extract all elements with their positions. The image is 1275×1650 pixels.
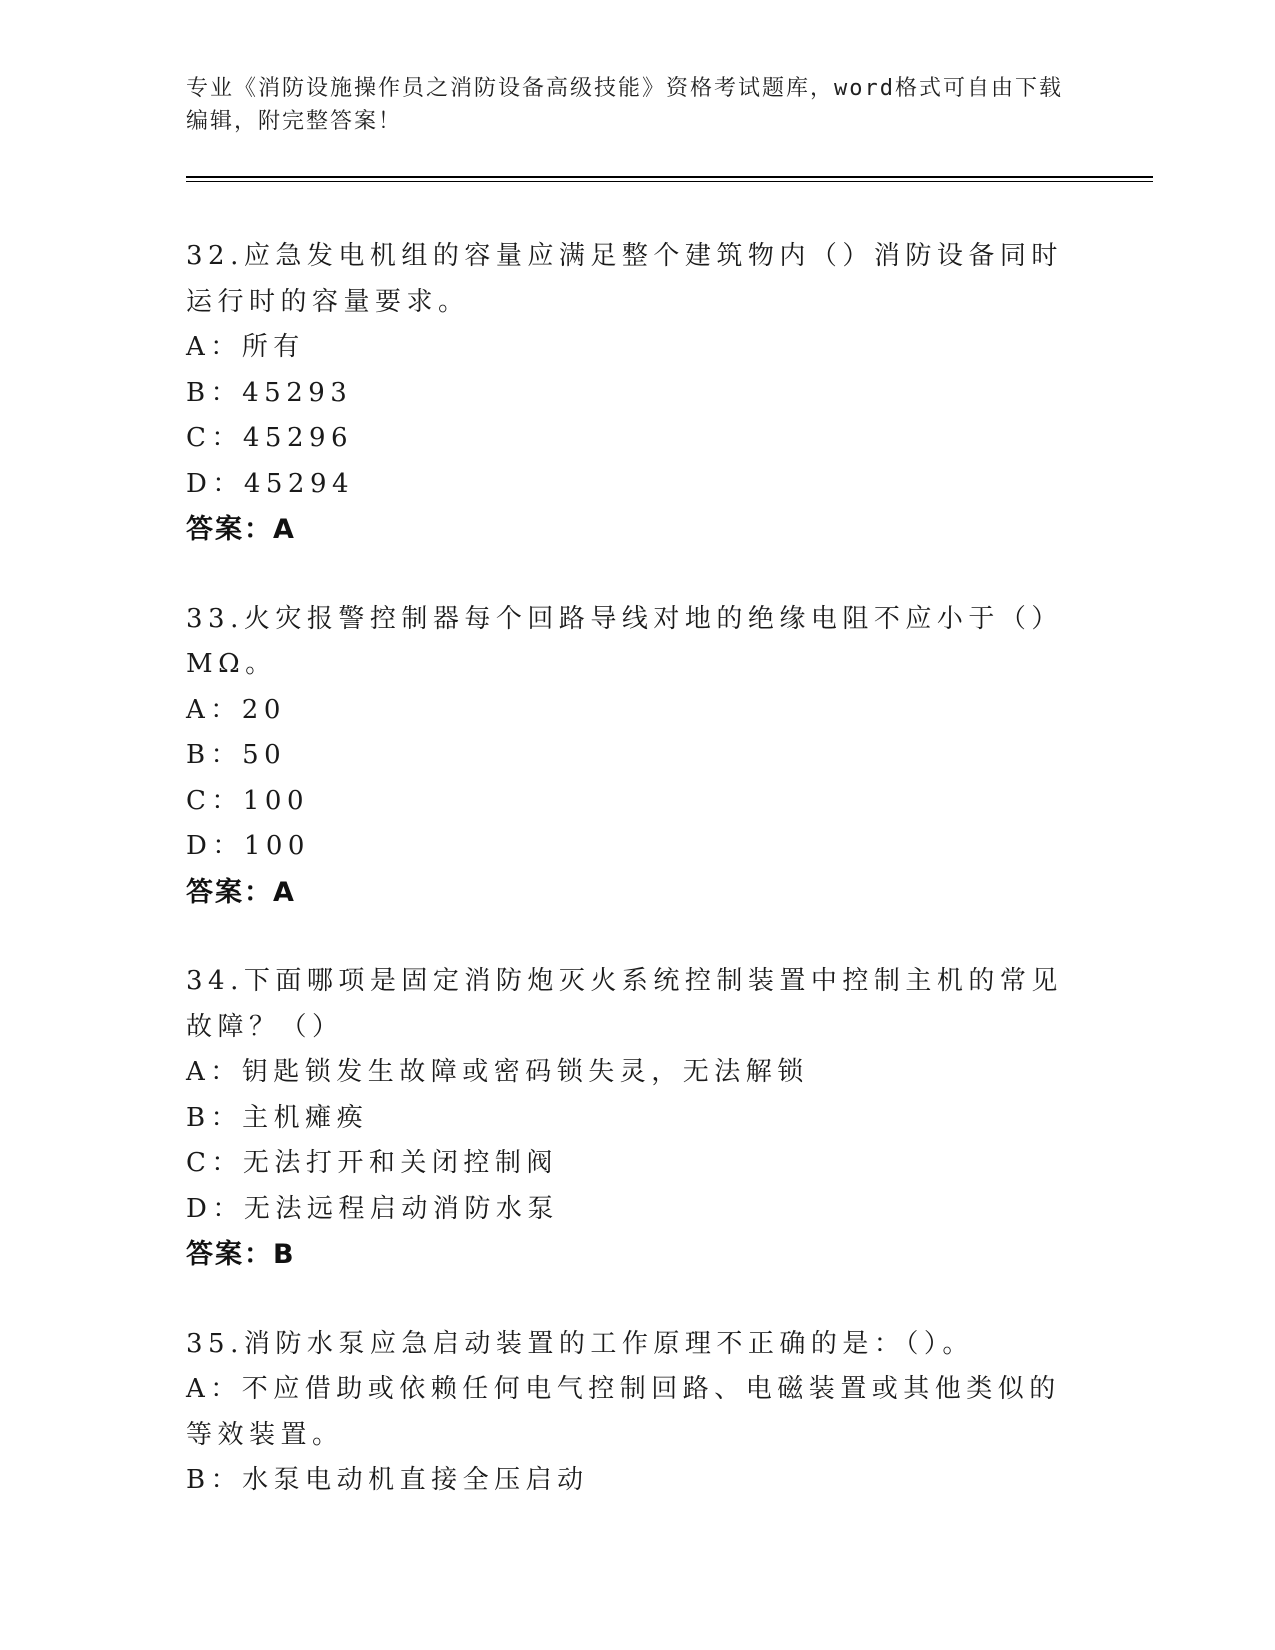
question-32 (186, 234, 1086, 553)
option-d: D：无法远程启动消防水泵 (186, 1193, 559, 1224)
question-text: 33.火灾报警控制器每个回路导线对地的绝缘电阻不应小于（）MΩ。 (186, 603, 1063, 679)
document-header: 专业《消防设施操作员之消防设备高级技能》资格考试题库，word格式可自由下载编辑，附完整答案！ (186, 76, 1063, 134)
option-a: A：不应借助或依赖任何电气控制回路、电磁装置或其他类似的等效装置。 (186, 1374, 1061, 1450)
option-b: B：主机瘫痪 (186, 1102, 369, 1133)
answer-label: 答案：A (186, 876, 296, 908)
option-b: B：50 (186, 740, 287, 770)
question-text: 32.应急发电机组的容量应满足整个建筑物内（）消防设备同时运行时的容量要求。 (186, 241, 1063, 317)
option-d: D：45294 (186, 468, 355, 499)
question-text: 35.消防水泵应急启动装置的工作原理不正确的是：（）。 (186, 1328, 974, 1359)
answer-label: 答案：A (186, 514, 296, 545)
question-list (186, 234, 1086, 1548)
header-divider-thick (186, 176, 1153, 178)
option-c: C：无法打开和关闭控制阀 (186, 1148, 558, 1178)
question-text: 34.下面哪项是固定消防炮灭火系统控制装置中控制主机的常见故障？（） (186, 966, 1063, 1042)
question-34 (186, 959, 1086, 1278)
question-35 (186, 1322, 1086, 1504)
option-a: A：20 (186, 694, 286, 725)
option-d: D：100 (186, 831, 310, 861)
question-33 (186, 597, 1086, 916)
option-b: B：45293 (186, 377, 353, 408)
answer-label: 答案：B (186, 1239, 296, 1270)
option-a: A：所有 (186, 332, 305, 362)
option-c: C：100 (186, 785, 310, 816)
option-a: A：钥匙锁发生故障或密码锁失灵，无法解锁 (186, 1057, 809, 1087)
option-c: C：45296 (186, 423, 354, 453)
option-b: B：水泵电动机直接全压启动 (186, 1465, 589, 1495)
header-divider-thin (186, 181, 1153, 182)
